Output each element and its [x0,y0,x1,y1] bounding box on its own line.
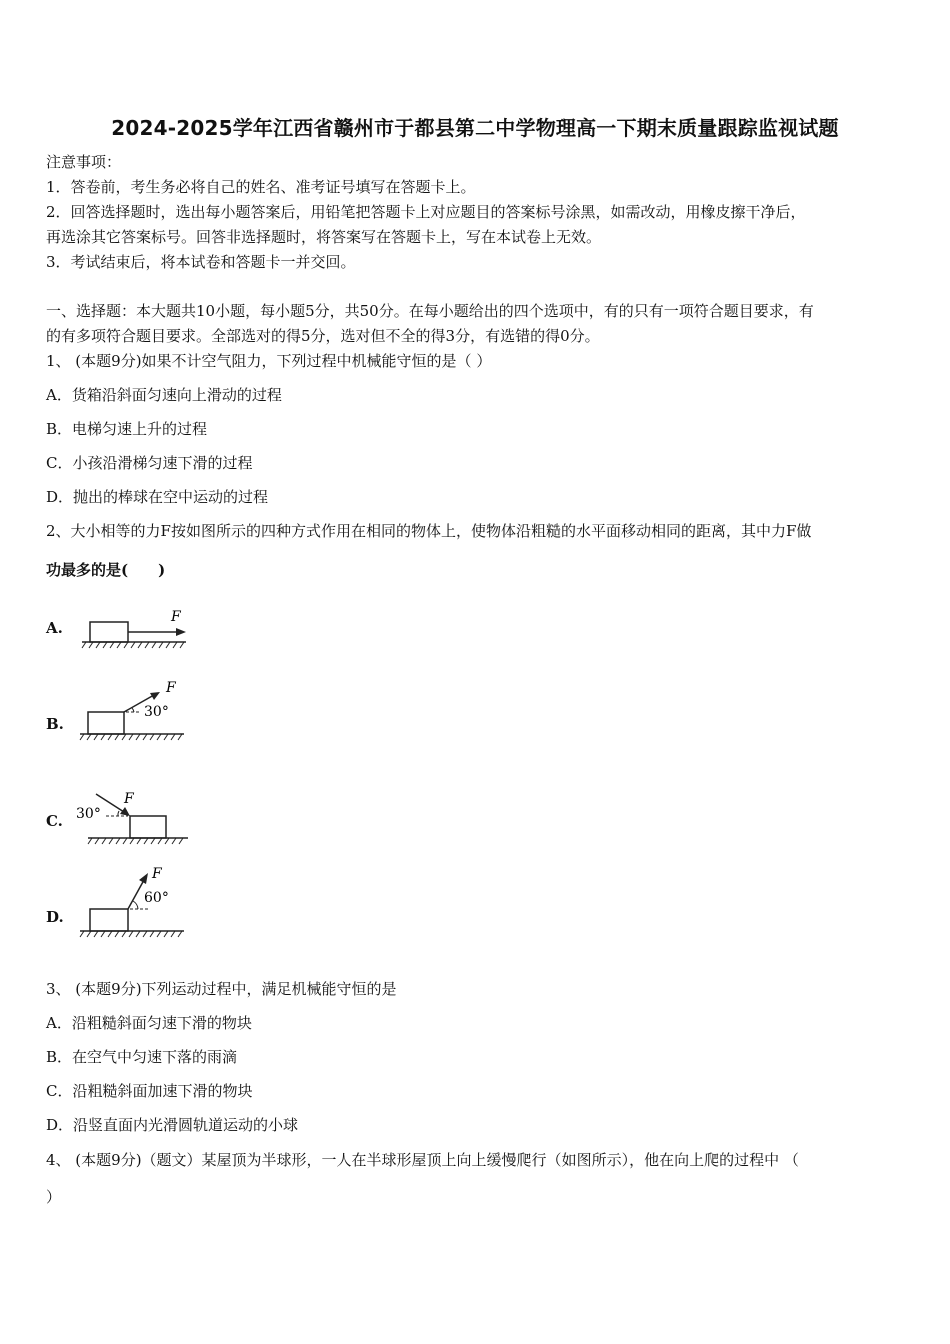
notice-item: 再选涂其它答案标号。回答非选择题时，将答案写在答题卡上，写在本试卷上无效。 [46,228,602,246]
question-1-option-c: C．小孩沿滑梯匀速下滑的过程 [46,454,253,472]
question-1-option-b: B．电梯匀速上升的过程 [46,420,208,438]
question-1-option-a: A．货箱沿斜面匀速向上滑动的过程 [46,386,282,404]
angle-label: 60° [144,890,169,906]
question-1-stem: 1、 (本题9分)如果不计空气阻力，下列过程中机械能守恒的是（ ） [46,352,492,370]
ground-hatch [88,838,183,844]
angle-label: 30° [76,806,101,822]
question-2-stem: 功最多的是( ) [46,561,166,579]
force-arrow-head [176,628,186,636]
question-3-stem: 3、 (本题9分)下列运动过程中，满足机械能守恒的是 [46,980,397,998]
angle-label: 30° [144,704,169,720]
notice-item: 2．回答选择题时，选出每小题答案后，用铅笔把答题卡上对应题目的答案标号涂黑，如需改动，用橡皮擦干净后， [46,203,806,221]
page-title: 2024-2025学年江西省赣州市于都县第二中学物理高一下期末质量跟踪监视试题 [111,116,839,140]
question-3-option-c: C．沿粗糙斜面加速下滑的物块 [46,1082,253,1100]
block [130,816,166,838]
angle-arc [118,811,119,816]
notice-item: 3．考试结束后，将本试卷和答题卡一并交回。 [46,253,356,271]
force-label: F [124,791,134,807]
block [90,909,128,931]
question-4-stem: 4、 (本题9分)（题文）某屋顶为半球形，一人在半球形屋顶上向上缓慢爬行（如图所示），他在向上爬的过程中 （ [46,1151,799,1169]
block [90,622,128,642]
figure-b-label: B. [46,715,64,733]
figure-a-label: A. [46,619,63,637]
angle-arc [133,901,138,909]
notice-item: 1．答卷前，考生务必将自己的姓名、准考证号填写在答题卡上。 [46,178,476,196]
force-arrow-head [120,807,130,816]
force-arrow-head [139,873,148,884]
question-3-option-b: B．在空气中匀速下落的雨滴 [46,1048,238,1066]
ground-hatch [80,734,182,740]
question-3-option-d: D．沿竖直面内光滑圆轨道运动的小球 [46,1116,299,1134]
question-4-stem: ） [46,1188,62,1206]
figure-b-diagram [76,678,196,744]
force-label: F [171,609,181,625]
figure-a-diagram [76,605,196,653]
block [88,712,124,734]
ground-hatch [82,642,184,648]
section-instructions: 的有多项符合题目要求。全部选对的得5分，选对但不全的得3分，有选错的得0分。 [46,327,600,345]
figure-d-label: D. [46,908,64,926]
force-label: F [166,680,176,696]
figure-d-diagram [76,864,196,940]
force-label: F [152,866,162,882]
notice-heading: 注意事项： [46,153,122,171]
force-arrow [128,880,144,909]
section-instructions: 一、选择题：本大题共10小题，每小题5分，共50分。在每小题给出的四个选项中，有的只有一项符合题目要求，有 [46,302,814,320]
figure-c-label: C. [46,812,63,830]
question-2-stem: 2、大小相等的力F按如图所示的四种方式作用在相同的物体上，使物体沿粗糙的水平面移动相同的距离，其中力F做 [46,522,812,540]
question-1-option-d: D．抛出的棒球在空中运动的过程 [46,488,269,506]
ground-hatch [80,931,182,937]
figure-c-diagram [76,786,196,848]
angle-arc [132,708,134,712]
question-3-option-a: A．沿粗糙斜面匀速下滑的物块 [46,1014,252,1032]
